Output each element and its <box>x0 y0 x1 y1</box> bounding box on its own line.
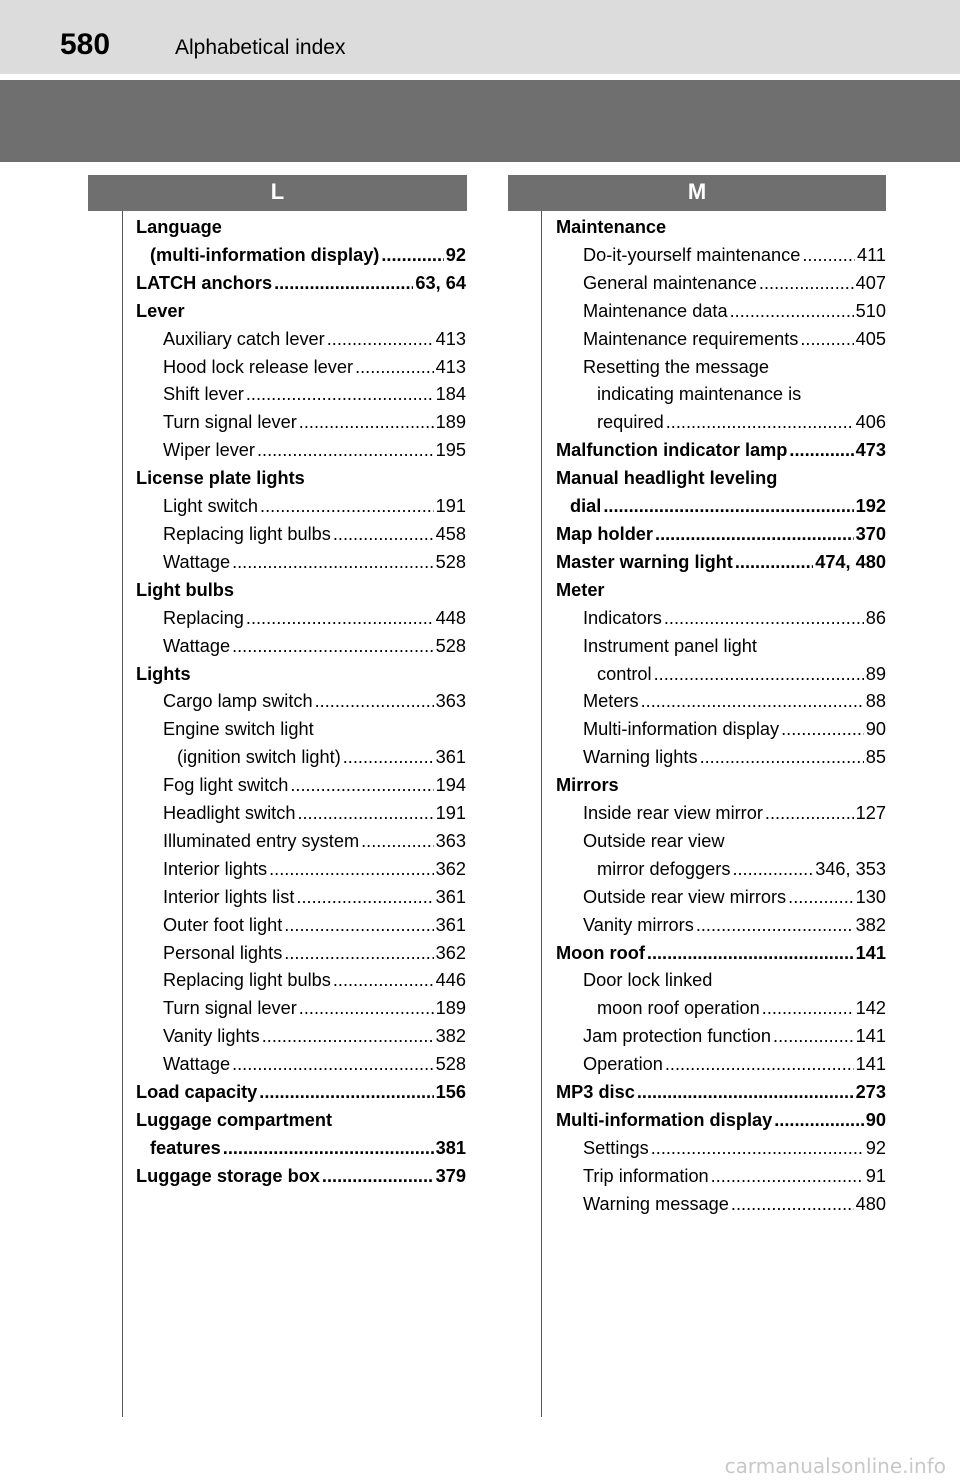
dot-leader <box>731 1191 854 1219</box>
entry-label: License plate lights <box>136 468 305 489</box>
index-entry <box>136 242 466 270</box>
entry-page: 382 <box>855 914 886 935</box>
index-column-m <box>556 214 886 1219</box>
entry-page: 362 <box>435 942 466 963</box>
entry-label: Settings <box>583 1137 649 1158</box>
entry-page: 407 <box>855 272 886 293</box>
entry-label: Map holder <box>556 523 654 544</box>
dot-leader <box>655 521 854 549</box>
entry-page: 528 <box>435 1054 466 1075</box>
index-entry <box>556 437 886 465</box>
entry-page: 86 <box>865 607 886 628</box>
dot-leader <box>259 1079 433 1107</box>
index-entry <box>556 465 886 493</box>
entry-label: Lever <box>136 300 185 321</box>
dot-leader <box>232 549 434 577</box>
index-entry <box>556 1023 886 1051</box>
dot-leader <box>654 661 864 689</box>
entry-page: 406 <box>855 412 886 433</box>
entry-page: 413 <box>435 356 466 377</box>
entry-page: 363 <box>435 691 466 712</box>
entry-page: 142 <box>855 998 886 1019</box>
entry-label: Jam protection function <box>583 1026 772 1047</box>
dot-leader <box>781 716 864 744</box>
entry-label: Auxiliary catch lever <box>163 328 325 349</box>
index-entry <box>556 1079 886 1107</box>
dot-leader <box>774 1107 864 1135</box>
index-entry <box>556 605 886 633</box>
entry-label: Lights <box>136 663 191 684</box>
index-entry <box>136 521 466 549</box>
entry-label: Multi-information display <box>583 719 780 740</box>
entry-label: Master warning light <box>556 551 733 572</box>
index-entry <box>556 521 886 549</box>
entry-label: features <box>150 1137 221 1158</box>
dot-leader <box>260 493 434 521</box>
entry-page: 184 <box>435 384 466 405</box>
dot-leader <box>299 409 434 437</box>
entry-label: Warning message <box>583 1193 729 1214</box>
dot-leader <box>735 549 813 577</box>
entry-label: Wattage <box>163 551 231 572</box>
entry-label: General maintenance <box>583 272 757 293</box>
index-entry <box>556 326 886 354</box>
index-entry <box>556 633 886 661</box>
index-entry <box>556 967 886 995</box>
entry-label: (ignition switch light) <box>177 747 341 768</box>
entry-label: Luggage compartment <box>136 1110 333 1130</box>
entry-label: Outside rear view <box>583 830 725 851</box>
index-entry <box>136 1023 466 1051</box>
index-entry <box>136 1051 466 1079</box>
entry-label: Interior lights <box>163 858 268 879</box>
entry-page: 130 <box>855 886 886 907</box>
entry-page: 191 <box>435 803 466 824</box>
entry-page: 361 <box>435 914 466 935</box>
index-entry <box>136 465 466 493</box>
index-entry <box>556 800 886 828</box>
entry-page: 361 <box>435 747 466 768</box>
dot-leader <box>773 1023 854 1051</box>
entry-page: 474, 480 <box>815 551 886 572</box>
entry-label: Luggage storage box <box>136 1165 320 1186</box>
index-entry <box>136 409 466 437</box>
dot-leader <box>315 688 434 716</box>
watermark: carmanualsonline.info <box>724 1454 946 1478</box>
dot-leader <box>637 1079 854 1107</box>
index-entry <box>556 1107 886 1135</box>
entry-label: dial <box>570 496 602 517</box>
index-entry <box>556 1135 886 1163</box>
dot-leader <box>381 242 443 270</box>
index-entry <box>136 688 466 716</box>
index-entry <box>136 437 466 465</box>
entry-label: (multi-information display) <box>150 244 380 265</box>
entry-label: Manual headlight leveling <box>556 468 778 489</box>
dot-leader <box>355 354 434 382</box>
entry-label: Load capacity <box>136 1082 258 1103</box>
index-entry <box>556 856 886 884</box>
entry-page: 90 <box>865 719 886 740</box>
entry-label: Warning lights <box>583 747 698 768</box>
dot-leader <box>361 828 434 856</box>
index-entry <box>136 940 466 968</box>
dot-leader <box>296 884 433 912</box>
index-entry <box>136 1079 466 1107</box>
index-entry <box>136 884 466 912</box>
entry-page: 141 <box>855 1026 886 1047</box>
dot-leader <box>299 995 434 1023</box>
index-entry <box>556 409 886 437</box>
entry-page: 88 <box>865 691 886 712</box>
index-entry <box>556 661 886 689</box>
entry-page: 92 <box>865 1137 886 1158</box>
index-entry <box>556 940 886 968</box>
index-entry <box>556 828 886 856</box>
entry-page: 362 <box>435 858 466 879</box>
index-entry <box>136 828 466 856</box>
entry-page: 90 <box>865 1110 886 1130</box>
dot-leader <box>327 326 434 354</box>
entry-label: Door lock linked <box>583 970 713 991</box>
entry-label: Malfunction indicator lamp <box>556 440 788 461</box>
entry-page: 141 <box>855 942 886 963</box>
entry-page: 273 <box>855 1082 886 1103</box>
dot-leader <box>788 884 854 912</box>
dot-leader <box>262 1023 434 1051</box>
entry-page: 413 <box>435 328 466 349</box>
entry-label: Meters <box>583 691 639 712</box>
entry-page: 411 <box>857 244 886 265</box>
column-rule-right <box>541 211 542 1417</box>
index-entry <box>136 716 466 744</box>
entry-label: Inside rear view mirror <box>583 803 763 824</box>
entry-label: Wattage <box>163 1054 231 1075</box>
entry-label: Vanity lights <box>163 1026 260 1047</box>
dot-leader <box>322 1163 434 1191</box>
entry-page: 405 <box>855 328 886 349</box>
dot-leader <box>257 437 434 465</box>
dot-leader <box>802 242 855 270</box>
index-entry <box>556 688 886 716</box>
dot-leader <box>274 270 413 298</box>
dot-leader <box>246 605 434 633</box>
entry-label: Multi-information display <box>556 1110 773 1130</box>
index-entry <box>556 493 886 521</box>
entry-label: MP3 disc <box>556 1082 635 1103</box>
index-entry <box>556 549 886 577</box>
entry-page: 127 <box>855 803 886 824</box>
entry-label: Replacing light bulbs <box>163 523 331 544</box>
index-entry <box>556 772 886 800</box>
page-number: 580 <box>60 28 111 61</box>
entry-label: Light bulbs <box>136 579 234 600</box>
entry-label: Resetting the message <box>583 356 770 377</box>
entry-page: 189 <box>435 412 466 433</box>
entry-page: 63, 64 <box>415 272 466 293</box>
entry-label: Turn signal lever <box>163 998 297 1019</box>
entry-label: Personal lights <box>163 942 283 963</box>
dot-leader <box>232 1051 434 1079</box>
index-entry <box>136 298 466 326</box>
entry-page: 528 <box>435 551 466 572</box>
entry-page: 370 <box>855 523 886 544</box>
entry-page: 363 <box>435 830 466 851</box>
entry-label: Maintenance <box>556 217 667 237</box>
dot-leader <box>641 688 864 716</box>
entry-label: Operation <box>583 1054 663 1075</box>
index-entry <box>136 214 466 242</box>
section-header-l: L <box>88 175 467 211</box>
dot-leader <box>789 437 853 465</box>
entry-page: 156 <box>435 1082 466 1103</box>
index-entry <box>556 995 886 1023</box>
entry-page: 194 <box>435 775 466 796</box>
entry-label: Maintenance data <box>583 300 728 321</box>
entry-label: Outside rear view mirrors <box>583 886 787 907</box>
dot-leader <box>223 1135 434 1163</box>
dot-leader <box>665 1051 854 1079</box>
entry-label: Illuminated entry system <box>163 830 360 851</box>
index-entry <box>136 1107 466 1135</box>
entry-label: control <box>597 663 652 684</box>
entry-page: 141 <box>855 1054 886 1075</box>
entry-label: Outer foot light <box>163 914 283 935</box>
page-header-bar <box>0 0 960 74</box>
entry-page: 192 <box>855 496 886 517</box>
index-entry <box>556 298 886 326</box>
index-entry <box>136 493 466 521</box>
entry-page: 480 <box>855 1193 886 1214</box>
entry-page: 458 <box>435 523 466 544</box>
entry-label: Wiper lever <box>163 440 255 461</box>
index-entry <box>556 242 886 270</box>
section-header-m: M <box>508 175 886 211</box>
entry-label: Language <box>136 217 222 237</box>
index-entry <box>136 381 466 409</box>
entry-label: Fog light switch <box>163 775 289 796</box>
index-entry <box>136 633 466 661</box>
index-entry <box>556 716 886 744</box>
entry-label: Meter <box>556 579 605 600</box>
index-entry <box>136 326 466 354</box>
header-band <box>0 80 960 162</box>
index-entry <box>556 1191 886 1219</box>
entry-page: 189 <box>435 998 466 1019</box>
dot-leader <box>647 940 854 968</box>
entry-page: 379 <box>435 1165 466 1186</box>
entry-label: Do-it-yourself maintenance <box>583 244 801 265</box>
column-rule-left <box>122 211 123 1417</box>
entry-label: Replacing light bulbs <box>163 970 331 991</box>
dot-leader <box>333 967 434 995</box>
entry-label: Cargo lamp switch <box>163 691 313 712</box>
index-entry <box>136 995 466 1023</box>
index-entry <box>136 270 466 298</box>
entry-label: indicating maintenance is <box>597 384 802 405</box>
entry-label: Engine switch light <box>163 719 314 740</box>
index-entry <box>556 577 886 605</box>
index-entry <box>556 381 886 409</box>
entry-label: Shift lever <box>163 384 244 405</box>
entry-page: 381 <box>435 1137 466 1158</box>
entry-label: Indicators <box>583 607 662 628</box>
entry-page: 528 <box>435 635 466 656</box>
dot-leader <box>765 800 854 828</box>
dot-leader <box>284 912 433 940</box>
index-entry <box>136 1135 466 1163</box>
entry-page: 448 <box>435 607 466 628</box>
dot-leader <box>762 995 854 1023</box>
index-entry <box>136 800 466 828</box>
dot-leader <box>343 744 434 772</box>
index-entry <box>556 354 886 382</box>
page-title: Alphabetical index <box>175 36 346 59</box>
index-entry <box>556 912 886 940</box>
dot-leader <box>700 744 864 772</box>
entry-label: LATCH anchors <box>136 272 273 293</box>
dot-leader <box>666 409 854 437</box>
entry-label: mirror defoggers <box>597 858 731 879</box>
entry-page: 346, 353 <box>815 858 886 879</box>
index-column-l <box>136 214 466 1191</box>
dot-leader <box>696 912 854 940</box>
entry-page: 361 <box>435 886 466 907</box>
entry-label: required <box>597 412 664 433</box>
entry-page: 446 <box>435 970 466 991</box>
index-entry <box>136 577 466 605</box>
entry-label: Headlight switch <box>163 803 296 824</box>
dot-leader <box>290 772 433 800</box>
entry-label: Interior lights list <box>163 886 295 907</box>
dot-leader <box>297 800 433 828</box>
entry-label: Wattage <box>163 635 231 656</box>
index-entry <box>136 744 466 772</box>
entry-label: Moon roof <box>556 942 645 963</box>
entry-page: 195 <box>435 440 466 461</box>
entry-label: Turn signal lever <box>163 412 297 433</box>
entry-page: 510 <box>855 300 886 321</box>
dot-leader <box>800 326 853 354</box>
dot-leader <box>711 1163 864 1191</box>
index-entry <box>136 967 466 995</box>
dot-leader <box>333 521 434 549</box>
index-entry <box>136 1163 466 1191</box>
entry-label: moon roof operation <box>597 998 760 1019</box>
index-entry <box>556 214 886 242</box>
entry-label: Light switch <box>163 496 259 517</box>
entry-label: Instrument panel light <box>583 635 757 656</box>
index-entry <box>136 661 466 689</box>
index-entry <box>556 884 886 912</box>
index-entry <box>556 744 886 772</box>
entry-page: 85 <box>865 747 886 768</box>
index-entry <box>136 605 466 633</box>
entry-label: Replacing <box>163 607 244 628</box>
index-entry <box>556 1163 886 1191</box>
index-entry <box>556 270 886 298</box>
entry-label: Trip information <box>583 1165 709 1186</box>
index-entry <box>136 912 466 940</box>
entry-label: Vanity mirrors <box>583 914 694 935</box>
entry-page: 473 <box>855 440 886 461</box>
entry-page: 92 <box>445 244 466 265</box>
index-entry <box>136 856 466 884</box>
entry-page: 89 <box>865 663 886 684</box>
dot-leader <box>269 856 434 884</box>
dot-leader <box>246 381 434 409</box>
index-entry <box>136 772 466 800</box>
dot-leader <box>664 605 864 633</box>
index-entry <box>136 549 466 577</box>
index-entry <box>556 1051 886 1079</box>
entry-label: Hood lock release lever <box>163 356 354 377</box>
dot-leader <box>284 940 433 968</box>
entry-page: 191 <box>435 496 466 517</box>
dot-leader <box>603 493 853 521</box>
dot-leader <box>759 270 854 298</box>
index-entry <box>136 354 466 382</box>
dot-leader <box>732 856 813 884</box>
entry-page: 91 <box>865 1165 886 1186</box>
dot-leader <box>232 633 434 661</box>
entry-page: 382 <box>435 1026 466 1047</box>
entry-label: Mirrors <box>556 775 619 796</box>
entry-label: Maintenance requirements <box>583 328 799 349</box>
dot-leader <box>730 298 854 326</box>
dot-leader <box>651 1135 864 1163</box>
